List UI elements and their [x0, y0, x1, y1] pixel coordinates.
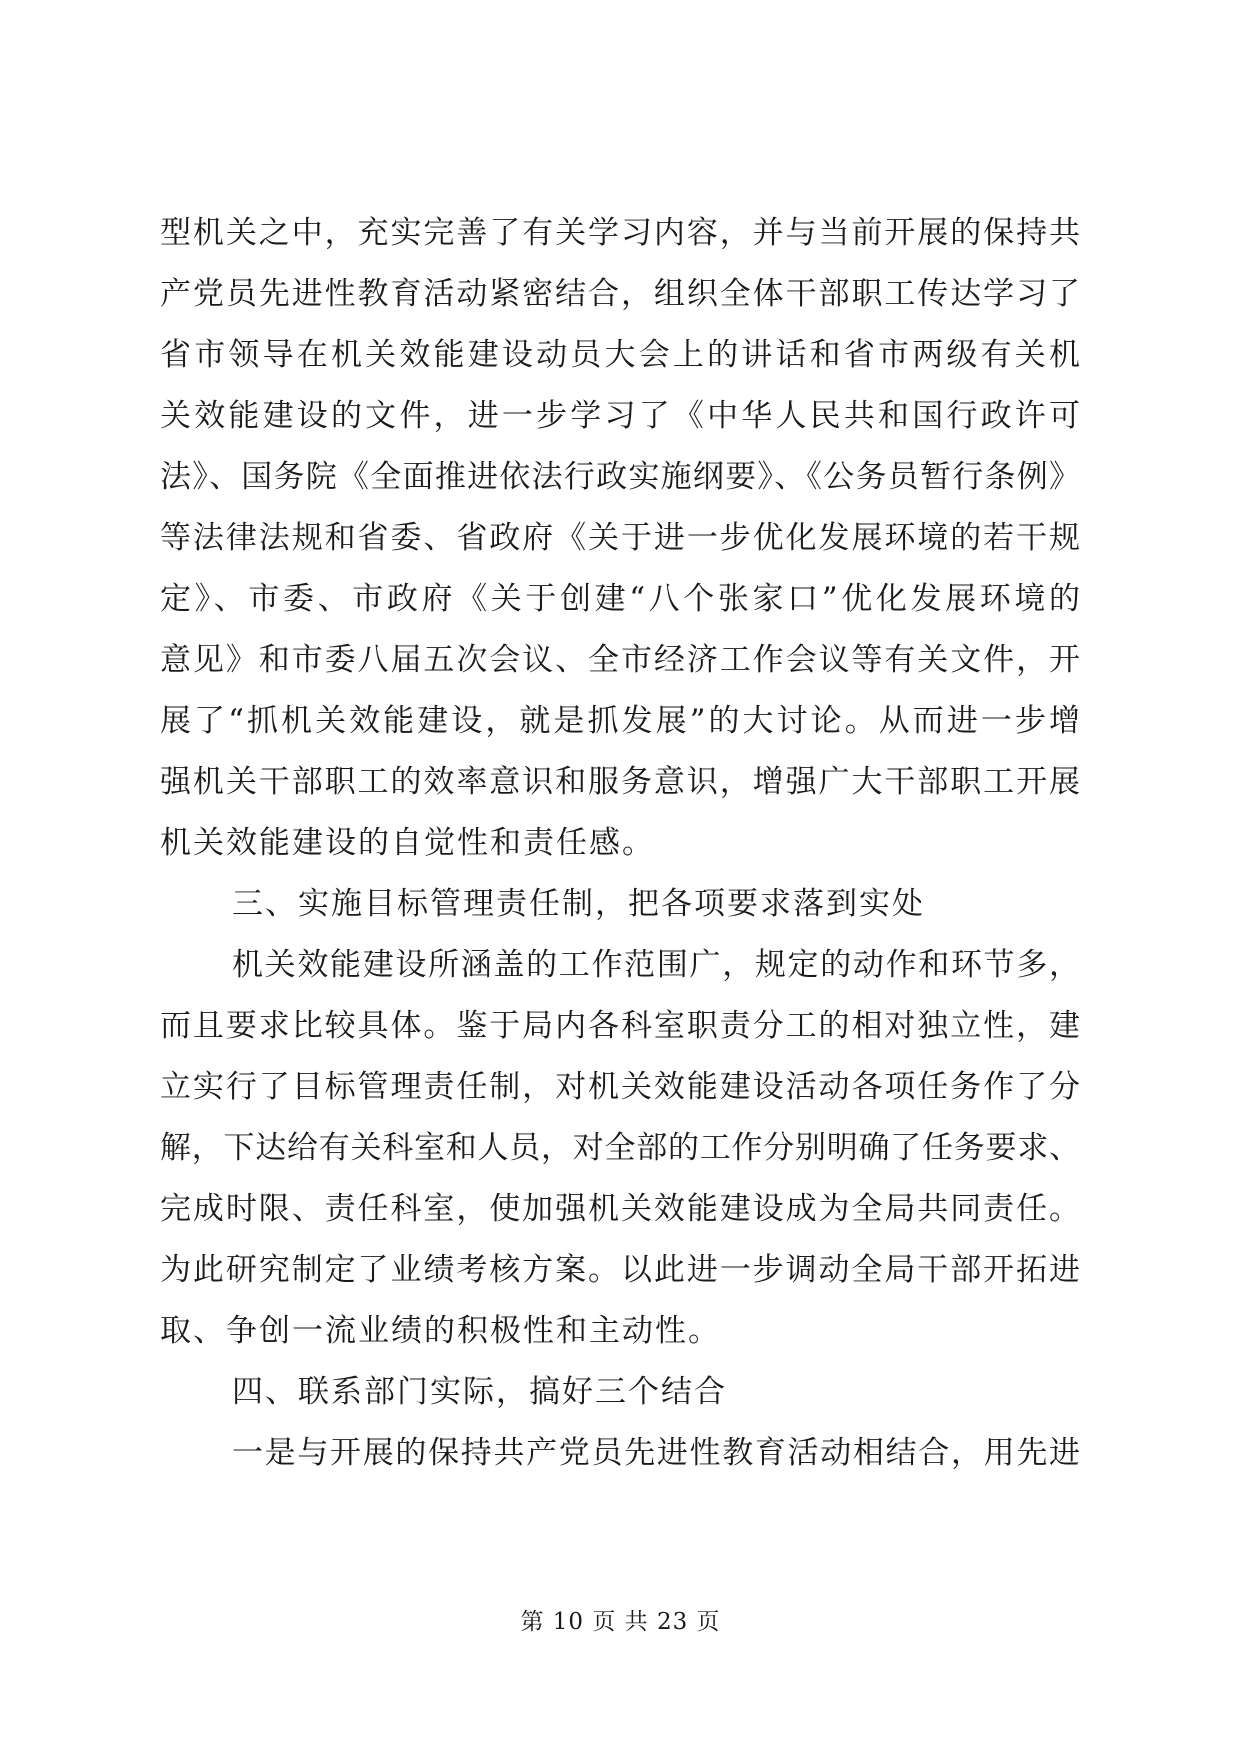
section-heading: 三、实施目标管理责任制，把各项要求落到实处	[232, 886, 925, 922]
text-line: 机关效能建设的自觉性和责任感。	[160, 825, 655, 861]
text-line: 展了“抓机关效能建设，就是抓发展”的大讨论。从而进一步增	[160, 703, 1080, 739]
text-line: 完成时限、责任科室，使加强机关效能建设成为全局共同责任。	[160, 1191, 1080, 1227]
text-line: 等法律法规和省委、省政府《关于进一步优化发展环境的若干规	[160, 520, 1080, 556]
page-number-footer: 第 10 页 共 23 页	[520, 1609, 721, 1635]
text-line: 解，下达给有关科室和人员，对全部的工作分别明确了任务要求、	[160, 1130, 1080, 1166]
text-line: 为此研究制定了业绩考核方案。以此进一步调动全局干部开拓进	[160, 1252, 1080, 1288]
text-line: 立实行了目标管理责任制，对机关效能建设活动各项任务作了分	[160, 1069, 1080, 1105]
text-line: 一是与开展的保持共产党员先进性教育活动相结合，用先进	[232, 1435, 1080, 1471]
section-heading: 四、联系部门实际，搞好三个结合	[232, 1374, 727, 1410]
text-line: 省市领导在机关效能建设动员大会上的讲话和省市两级有关机	[160, 337, 1080, 373]
text-line: 取、争创一流业绩的积极性和主动性。	[160, 1313, 721, 1349]
text-line: 强机关干部职工的效率意识和服务意识，增强广大干部职工开展	[160, 764, 1080, 800]
text-line: 型机关之中，充实完善了有关学习内容，并与当前开展的保持共	[160, 215, 1080, 251]
text-line: 定》、市委、市政府《关于创建“八个张家口”优化发展环境的	[160, 581, 1080, 617]
text-line: 产党员先进性教育活动紧密结合，组织全体干部职工传达学习了	[160, 276, 1080, 312]
text-line: 关效能建设的文件，进一步学习了《中华人民共和国行政许可	[160, 398, 1080, 434]
text-line: 法》、国务院《全面推进依法行政实施纲要》、《公务员暂行条例》	[160, 459, 1080, 495]
text-line: 而且要求比较具体。鉴于局内各科室职责分工的相对独立性，建	[160, 1008, 1080, 1044]
text-line: 机关效能建设所涵盖的工作范围广，规定的动作和环节多，	[232, 947, 1080, 983]
text-line: 意见》和市委八届五次会议、全市经济工作会议等有关文件，开	[160, 642, 1080, 678]
